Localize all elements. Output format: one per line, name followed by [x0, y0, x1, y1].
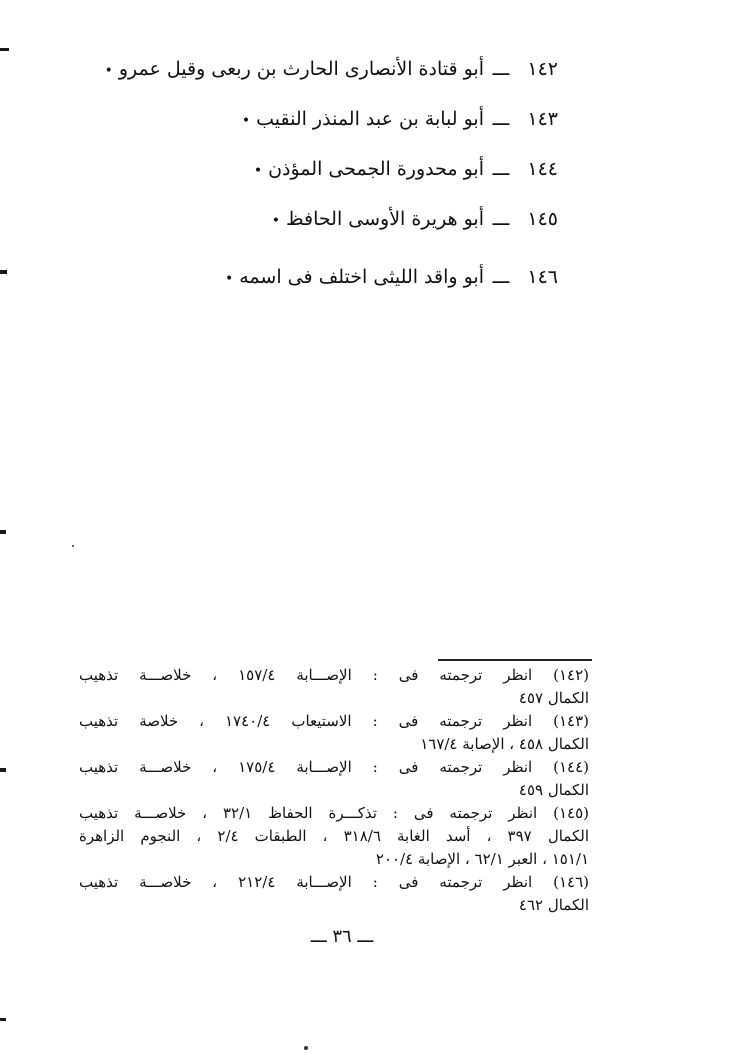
footnote-line: الكمال ٤٦٢	[518, 896, 589, 914]
entry-text: أبو واقد الليثى اختلف فى اسمه	[239, 266, 484, 288]
entry-text: أبو هريرة الأوسى الحافظ	[285, 208, 484, 230]
entry-dash: ـــ	[492, 158, 510, 180]
footnote	[79, 710, 589, 756]
scan-speck	[304, 1046, 308, 1050]
footnote-line: (١٤٦) انظر ترجمته فى : الإصـــابة ٢١٢/٤ ، خلاصـــة تذهيب	[79, 873, 589, 891]
scan-edge-mark	[0, 768, 6, 772]
scan-edge-mark	[0, 1018, 6, 1021]
entry-item	[38, 194, 558, 244]
entry-dash: ـــ	[492, 58, 510, 80]
scan-edge-mark	[0, 530, 6, 534]
footnote-line: (١٤٣) انظر ترجمته فى : الاستيعاب ١٧٤٠/٤ ، خلاصة تذهيب	[79, 712, 589, 730]
scan-edge-mark	[0, 270, 7, 274]
entry-text: أبو لبابة بن عبد المنذر النقيب	[256, 108, 484, 130]
entry-dash: ـــ	[492, 108, 510, 130]
entry-dash: ـــ	[492, 266, 510, 288]
entry-bullet: •	[224, 271, 234, 287]
entry-item	[38, 144, 558, 194]
footnote	[79, 802, 589, 871]
entry-number: ١٤٤	[527, 158, 558, 180]
entry-item	[38, 94, 558, 144]
entry-text: أبو قتادة الأنصارى الحارث بن ربعى وقيل عمرو	[118, 58, 484, 80]
footnote	[79, 664, 589, 710]
entry-bullet: •	[241, 113, 251, 129]
scan-speck	[72, 545, 74, 547]
entry-dash: ـــ	[492, 208, 510, 230]
page-number: ـــ ٣٦ ـــ	[310, 926, 374, 947]
entry-text: أبو محدورة الجمحى المؤذن	[268, 158, 484, 180]
entry-item	[38, 252, 558, 302]
scan-edge-mark	[0, 48, 9, 51]
footnote-line: الكمال ٤٥٧	[518, 689, 589, 707]
entries-list	[38, 44, 558, 302]
footnote	[79, 871, 589, 917]
footnote-line: (١٤٢) انظر ترجمته فى : الإصـــابة ١٥٧/٤ ، خلاصـــة تذهيب	[79, 666, 589, 684]
entry-number: ١٤٥	[527, 208, 558, 230]
footnote-line: (١٤٥) انظر ترجمته فى : تذكـــرة الحفاظ ٣٢/١ ، خلاصـــة تذهيب	[79, 804, 589, 822]
footnote-line: ١٥١/١ ، العبر ٦٢/١ ، الإصابة ٢٠٠/٤	[375, 850, 589, 868]
entry-number: ١٤٣	[527, 108, 558, 130]
footnote-line: (١٤٤) انظر ترجمته فى : الإصـــابة ١٧٥/٤ ، خلاصـــة تذهيب	[79, 758, 589, 776]
footnotes	[79, 664, 589, 917]
entry-bullet: •	[271, 213, 280, 229]
entry-number: ١٤٢	[527, 58, 558, 80]
footnote-line: الكمال ٤٥٩	[518, 781, 589, 799]
entry-bullet: •	[104, 63, 113, 79]
entry-item	[38, 44, 558, 94]
footnote-line: الكمال ٤٥٨ ، الإصابة ١٦٧/٤	[420, 735, 589, 753]
footnote	[79, 756, 589, 802]
footnote-line: الكمال ٣٩٧ ، أسد الغابة ٣١٨/٦ ، الطبقات ٢/٤ ، النجوم الزاهرة	[79, 827, 589, 845]
entry-number: ١٤٦	[527, 266, 558, 288]
footnote-separator	[438, 659, 592, 661]
entry-bullet: •	[253, 163, 263, 179]
